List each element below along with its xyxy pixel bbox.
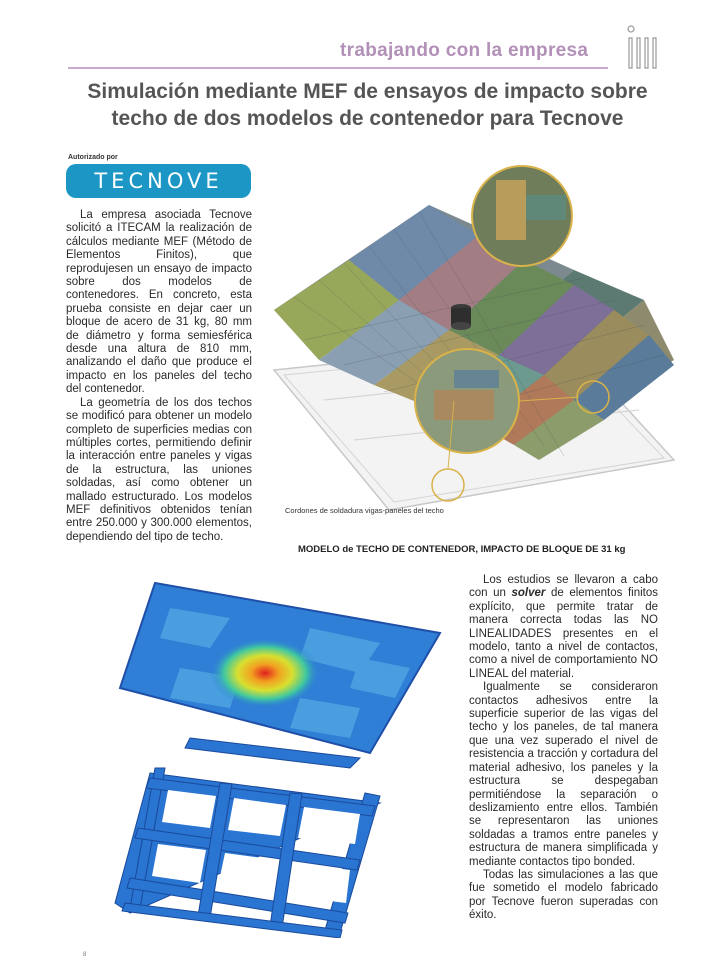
left-column [66, 209, 252, 544]
authorization-label: Autorizado por [68, 154, 118, 161]
page-mark: 8 [83, 952, 87, 958]
stress-contour-figure [110, 578, 445, 938]
right-paragraph-2: Igualmente se consideraron contactos adhesivos entre la superficie superior de las vigas del techo y los paneles, de tal manera que una vez superado el nivel de resistencia a tracción y cortadura del material adhesivo, los paneles y la estructura se despegaban permitiéndose la separación o deslizamiento entre ellos. También se representaron las uniones soldadas a tramos entre paneles y estructura de manera simplificada y mediante contactos tipo bonded. [469, 681, 658, 868]
section-header: trabajando con la empresa [340, 40, 589, 61]
right-p1-before: Los estudios se llevaron a cabo con un [469, 574, 658, 600]
left-paragraph-1: La empresa asociada Tecnove solicitó a ITECAM la realización de cálculos mediante MEF (Método de Elementos Finitos), que reprodujesen un ensayo de impacto sobre dos modelos de contenedores. En concreto, esta prueba consiste en dejar caer un bloque de acero de 31 kg, 80 mm de diámetro y forma semiesférica desde una altura de 810 mm, analizando el daño que produce el impacto en los paneles del techo del contenedor. [66, 209, 252, 396]
right-p1-after: de elementos finitos explícito, que permite tratar de manera correcta todas las NO LINEALIDADES presentes en el modelo, tanto a nivel de contactos, como a nivel de comportamiento NO LINEAL del material. [469, 587, 658, 680]
right-column [469, 574, 658, 923]
right-paragraph-3: Todas las simulaciones a las que fue sometido el modelo fabricado por Tecnove fueron superadas con éxito. [469, 868, 658, 922]
figure-caption: MODELO de TECHO DE CONTENEDOR, IMPACTO DE BLOQUE DE 31 kg [298, 544, 626, 555]
roof-mesh-figure [264, 160, 682, 536]
itecam-logo-icon [624, 24, 658, 72]
title-line-1: Simulación mediante MEF de ensayos de impacto sobre [87, 80, 648, 103]
weld-seams-label: Cordones de soldadura vigas-paneles del techo [285, 506, 444, 515]
right-paragraph-1 [469, 574, 658, 681]
page-title [60, 78, 675, 132]
tecnove-logo: TECNOVE [66, 164, 251, 198]
header-rule [68, 67, 608, 69]
left-paragraph-2: La geometría de los dos techos se modificó para obtener un modelo completo de superficies medias con múltiples cortes, permitiendo definir la interacción entre paneles y vigas de la estructura, las uniones soldadas, así como obtener un mallado estructurado. Los modelos MEF definitivos obtenidos tenían entre 250.000 y 300.000 elementos, dependiendo del tipo de techo. [66, 396, 252, 543]
title-line-2: techo de dos modelos de contenedor para Tecnove [111, 107, 624, 130]
solver-term: solver [511, 587, 546, 600]
